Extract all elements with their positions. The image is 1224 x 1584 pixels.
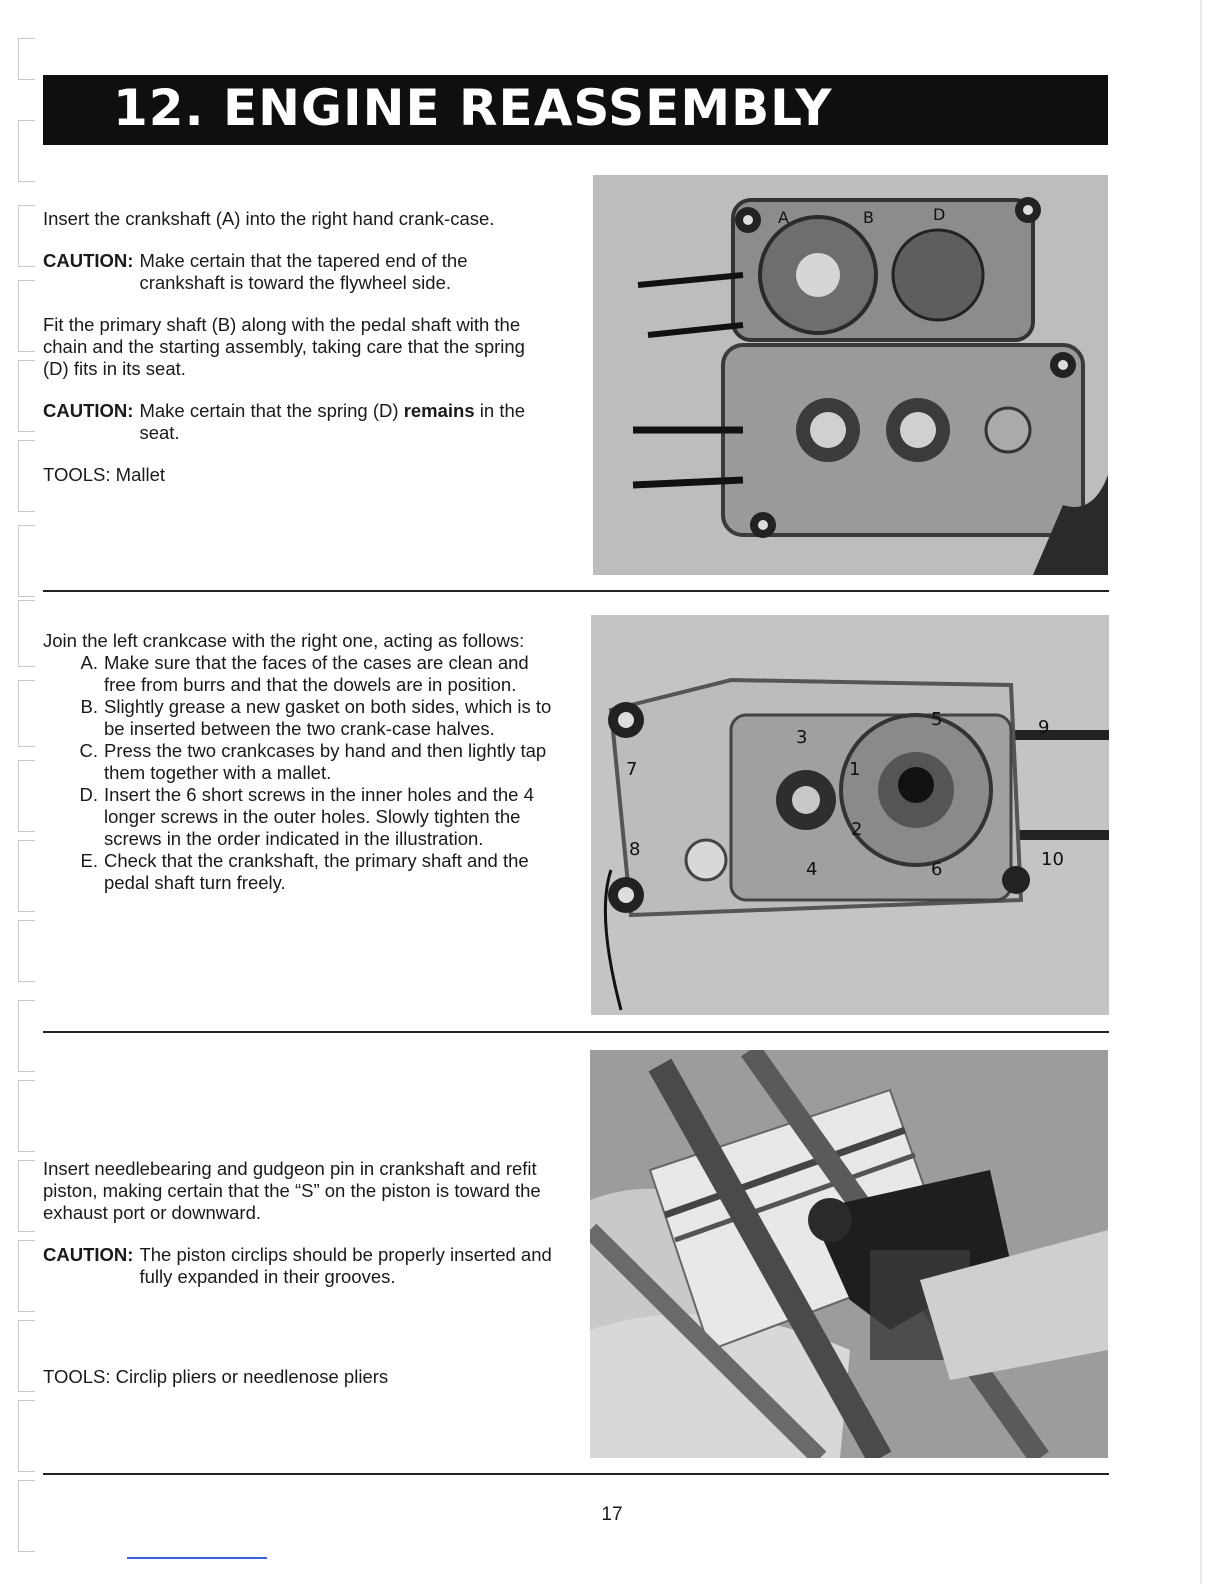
screw-label-8: 8 — [629, 839, 641, 860]
section-crankshaft — [43, 200, 1109, 580]
section-join-crankcases — [43, 620, 1109, 1020]
scan-marks — [18, 30, 40, 1550]
screw-label-1: 1 — [849, 759, 861, 780]
caution-3 — [43, 1244, 553, 1288]
section-2-text — [43, 630, 553, 894]
crankcase-screw-order-photo — [591, 615, 1109, 1015]
emphasis-remains: remains — [403, 400, 475, 421]
step-item: B. Slightly grease a new gasket on both sides, which is to be inserted between the two crank-case halves. — [80, 696, 552, 739]
photo-label-b: B — [863, 208, 874, 227]
step-item: D. Insert the 6 short screws in the inner holes and the 4 longer screws in the outer holes. Slowly tighten the screws in the order indicated in the illustration. — [79, 784, 534, 849]
screw-label-5: 5 — [931, 709, 943, 730]
photo-label-a: A — [778, 208, 789, 227]
screw-label-10: 10 — [1041, 849, 1064, 870]
caution-text: The piston circlips should be properly inserted and fully expanded in their grooves. — [139, 1244, 552, 1287]
caution-label: CAUTION: — [43, 250, 134, 271]
caution-text: Make certain that the spring (D) remains in the seat. — [139, 400, 526, 443]
caution-label: CAUTION: — [43, 1244, 134, 1265]
page-number: 17 — [601, 1504, 623, 1525]
step-item: A. Make sure that the faces of the cases are clean and free from burrs and that the dowels are in position. — [80, 652, 529, 695]
section-1-intro: Insert the crankshaft (A) into the right hand crank-case. — [43, 208, 495, 229]
page-title: 12. ENGINE REASSEMBLY — [113, 79, 833, 137]
tools-line: TOOLS: Mallet — [43, 464, 166, 485]
caution-1 — [43, 250, 553, 294]
caution-label: CAUTION: — [43, 400, 134, 421]
screw-label-9: 9 — [1038, 717, 1050, 738]
section-1-paragraph: Fit the primary shaft (B) along with the pedal shaft with the chain and the starting assembly, taking care that the spring (D) fits in its seat. — [43, 314, 525, 379]
screw-label-6: 6 — [931, 859, 943, 880]
section-divider — [43, 590, 1109, 592]
piston-circlip-photo — [590, 1050, 1108, 1458]
section-divider — [43, 1031, 1109, 1033]
step-item: C. Press the two crankcases by hand and then lightly tap them together with a mallet. — [79, 740, 547, 783]
caution-2 — [43, 400, 553, 444]
tools-line: TOOLS: Circlip pliers or needlenose pliers — [43, 1366, 389, 1387]
caution-text: Make certain that the tapered end of the crankshaft is toward the flywheel side. — [139, 250, 468, 293]
section-1-text — [43, 208, 553, 486]
footer-line — [127, 1557, 267, 1559]
page-edge — [1200, 0, 1202, 1584]
steps-list — [43, 652, 553, 894]
crankcase-photo — [593, 175, 1108, 575]
section-piston — [43, 1050, 1109, 1460]
screw-label-3: 3 — [796, 727, 808, 748]
screw-label-4: 4 — [806, 859, 818, 880]
section-divider — [43, 1473, 1109, 1475]
screw-label-7: 7 — [626, 759, 638, 780]
photo-label-d: D — [933, 205, 946, 224]
section-3-intro: Insert needlebearing and gudgeon pin in crankshaft and refit piston, making certain that the “S” on the piston is toward the exhaust port or downward. — [43, 1158, 541, 1223]
title-bar — [43, 75, 1108, 145]
step-item: E. Check that the crankshaft, the primary shaft and the pedal shaft turn freely. — [80, 850, 529, 893]
section-2-intro: Join the left crankcase with the right one, acting as follows: — [43, 630, 525, 651]
screw-label-2: 2 — [851, 819, 863, 840]
section-3-text — [43, 1158, 553, 1388]
